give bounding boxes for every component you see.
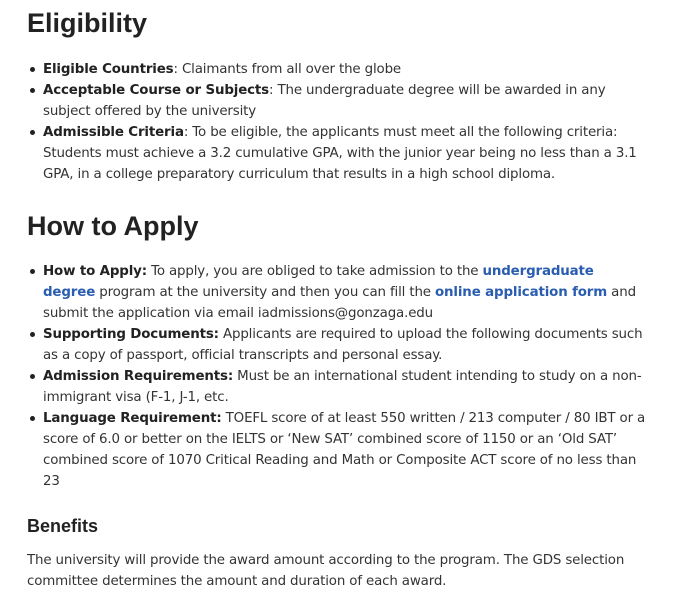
undergraduate-degree-link[interactable]: undergraduate degree — [43, 264, 594, 300]
item-separator: : — [173, 62, 182, 77]
list-item-admissible-criteria — [27, 122, 647, 185]
list-item-how-to-apply — [27, 261, 647, 324]
list-item-admission-requirements — [27, 366, 647, 408]
item-text: To be eligible, the applicants must meet all the following criteria: Students must achieve a 3.2 cumulative GPA, with the junior year being no less than a 3.1 GPA, in a college preparatory curriculum that results in a high school diploma. — [43, 125, 637, 182]
item-separator: : — [183, 125, 193, 140]
item-label: Admission Requirements: — [43, 369, 234, 384]
item-text: Must be an international student intending to study on a non-immigrant visa (F-1, J-1, etc. — [43, 369, 642, 405]
bullet-icon — [30, 416, 35, 421]
bullet-icon — [30, 374, 35, 379]
item-text: Claimants from all over the globe — [181, 62, 402, 77]
how-to-apply-heading: How to Apply — [27, 211, 199, 241]
item-text: program at the university and then you can fill the — [95, 285, 435, 300]
bullet-icon — [30, 88, 35, 93]
item-label: Supporting Documents: — [43, 327, 219, 342]
item-separator: : — [269, 83, 278, 98]
bullet-icon — [30, 269, 35, 274]
benefits-heading: Benefits — [27, 516, 99, 536]
item-text: Applicants are required to upload the following documents such as a copy of passport, official transcripts and personal essay. — [43, 327, 643, 363]
item-label: Acceptable Course or Subjects — [43, 83, 269, 98]
list-item-supporting-documents — [27, 324, 647, 366]
item-label: How to Apply: — [43, 264, 147, 279]
item-text: and submit the application via email iadmissions@gonzaga.edu — [43, 285, 636, 321]
how-to-apply-list — [27, 261, 647, 492]
item-text: TOEFL score of at least 550 written / 213 computer / 80 IBT or a score of 6.0 or better on the IELTS or ‘New SAT’ combined score of 1150 or an ‘Old SAT’ combined score of 1070 Critical Reading and Math or Composite ACT score of no less than 23 — [43, 411, 646, 489]
online-application-form-link[interactable]: online application form — [435, 285, 608, 300]
item-label: Language Requirement: — [43, 411, 222, 426]
list-item-eligible-countries — [27, 59, 647, 80]
item-label: Eligible Countries — [43, 62, 174, 77]
item-text: The undergraduate degree will be awarded in any subject offered by the university — [43, 83, 606, 119]
item-label: Admissible Criteria — [43, 125, 184, 140]
eligibility-list — [27, 59, 647, 185]
list-item-acceptable-course — [27, 80, 647, 122]
eligibility-heading: Eligibility — [27, 8, 148, 38]
item-text: To apply, you are obliged to take admission to the — [146, 264, 483, 279]
bullet-icon — [30, 332, 35, 337]
benefits-text: The university will provide the award amount according to the program. The GDS selection committee determines the amount and duration of each award. — [27, 553, 625, 589]
bullet-icon — [30, 130, 35, 135]
bullet-icon — [30, 67, 35, 72]
list-item-language-requirement — [27, 408, 647, 492]
